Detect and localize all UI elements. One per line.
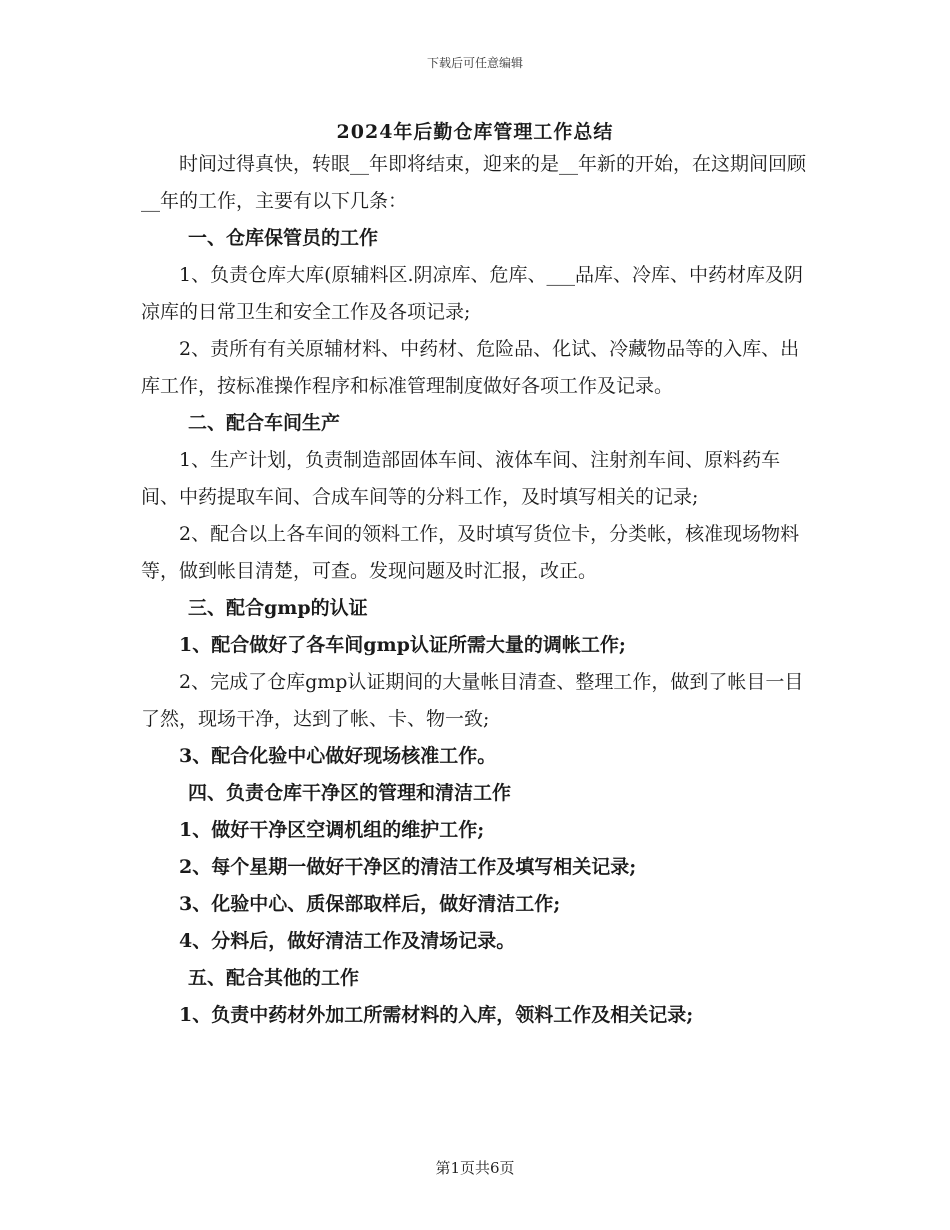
section-2-heading: 二、配合车间生产 bbox=[188, 412, 341, 434]
section-4-item-2: 2、每个星期一做好干净区的清洁工作及填写相关记录; bbox=[179, 856, 637, 878]
section-3-item-1: 1、配合做好了各车间gmp认证所需大量的调帐工作; bbox=[179, 634, 626, 656]
document-title: 2024年后勤仓库管理工作总结 bbox=[336, 121, 614, 143]
section-2-item-1: 1、生产计划，负责制造部固体车间、液体车间、注射剂车间、原料药车间、中药提取车间、合成车间等的分料工作，及时填写相关的记录; bbox=[141, 449, 781, 508]
header-note: 下载后可任意编辑 bbox=[426, 56, 523, 70]
section-3-item-3: 3、配合化验中心做好现场核准工作。 bbox=[179, 745, 497, 767]
section-4-item-4: 4、分料后，做好清洁工作及清场记录。 bbox=[179, 930, 516, 952]
section-5-item-1: 1、负责中药材外加工所需材料的入库，领料工作及相关记录; bbox=[179, 1004, 694, 1026]
section-2-item-2: 2、配合以上各车间的领料工作，及时填写货位卡，分类帐，核准现场物料等，做到帐目清楚，可查。发现问题及时汇报，改正。 bbox=[141, 523, 800, 582]
section-4-item-3: 3、化验中心、质保部取样后，做好清洁工作; bbox=[179, 893, 561, 915]
section-1-heading: 一、仓库保管员的工作 bbox=[188, 227, 379, 249]
document-body bbox=[141, 146, 809, 1034]
section-3-heading: 三、配合gmp的认证 bbox=[188, 597, 368, 619]
section-1-item-1: 1、负责仓库大库(原辅料区.阴凉库、危库、___品库、冷库、中药材库及阴凉库的日常卫生和安全工作及各项记录; bbox=[141, 264, 804, 323]
section-4-heading: 四、负责仓库干净区的管理和清洁工作 bbox=[188, 782, 512, 804]
section-5-heading: 五、配合其他的工作 bbox=[188, 967, 360, 989]
intro-paragraph: 时间过得真快，转眼__年即将结束，迎来的是__年新的开始，在这期间回顾__年的工作，主要有以下几条： bbox=[141, 153, 807, 212]
section-3-item-2: 2、完成了仓库gmp认证期间的大量帐目清查、整理工作，做到了帐目一目了然，现场干净，达到了帐、卡、物一致; bbox=[141, 671, 804, 730]
section-1-item-2: 2、责所有有关原辅材料、中药材、危险品、化试、冷藏物品等的入库、出库工作，按标准操作程序和标准管理制度做好各项工作及记录。 bbox=[141, 338, 800, 397]
section-4-item-1: 1、做好干净区空调机组的维护工作; bbox=[179, 819, 485, 841]
page-number: 第1页共6页 bbox=[435, 1159, 515, 1177]
